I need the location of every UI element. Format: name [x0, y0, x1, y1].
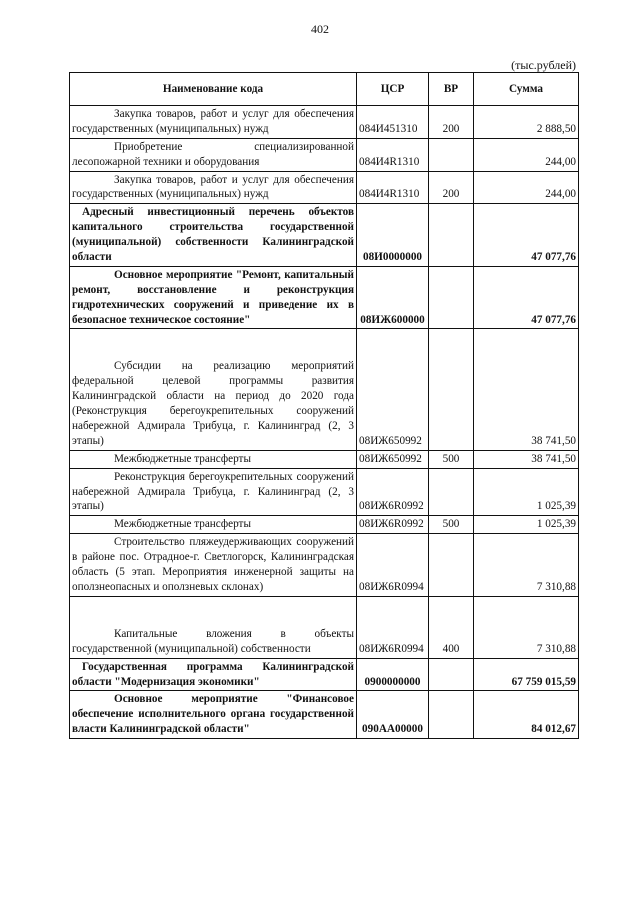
table-row	[70, 171, 579, 204]
row-sum: 38 741,50	[474, 450, 579, 468]
table-row	[70, 138, 579, 171]
row-vr	[429, 691, 474, 739]
row-vr	[429, 138, 474, 171]
row-csr: 084И451310	[357, 106, 429, 139]
table-row	[70, 468, 579, 516]
row-sum: 1 025,39	[474, 468, 579, 516]
table-row	[70, 106, 579, 139]
header-sum: Сумма	[474, 73, 579, 106]
row-name: Государственная программа Калининградской области "Модернизация экономики"	[70, 658, 357, 691]
row-vr	[429, 468, 474, 516]
row-csr: 090АА00000	[357, 691, 429, 739]
row-name: Межбюджетные трансферты	[70, 516, 357, 534]
table-row	[70, 516, 579, 534]
row-vr: 400	[429, 596, 474, 658]
row-name: Закупка товаров, работ и услуг для обеспечения государственных (муниципальных) нужд	[70, 171, 357, 204]
table-header-row	[70, 73, 579, 106]
budget-table	[69, 72, 579, 739]
row-name: Реконструкция берегоукрепительных сооружений набережной Адмирала Трибуца, г. Калининград (2, 3 этапы)	[70, 468, 357, 516]
row-csr: 08ИЖ650992	[357, 329, 429, 450]
row-vr	[429, 204, 474, 267]
row-name: Закупка товаров, работ и услуг для обеспечения государственных (муниципальных) нужд	[70, 106, 357, 139]
header-vr: ВР	[429, 73, 474, 106]
row-csr: 084И4R1310	[357, 138, 429, 171]
row-name: Строительство пляжеудерживающих сооружений в районе пос. Отрадное-г. Светлогорск, Калининградская область (5 этап. Мероприятия инженерной защиты на оползнеопасных и оползневых склонах)	[70, 534, 357, 597]
row-csr: 08ИЖ6R0994	[357, 534, 429, 597]
row-sum: 84 012,67	[474, 691, 579, 739]
row-name: Основное мероприятие "Ремонт, капитальный ремонт, восстановление и реконструкция гидротехнических сооружений и приведение их в безопасное техническое состояние"	[70, 266, 357, 329]
row-sum: 1 025,39	[474, 516, 579, 534]
row-csr: 08ИЖ6R0994	[357, 596, 429, 658]
row-vr	[429, 329, 474, 450]
row-csr: 08ИЖ6R0992	[357, 468, 429, 516]
row-name: Адресный инвестиционный перечень объектов капитального строительства государственной (муниципальной) собственности Калининградской области	[70, 204, 357, 267]
row-csr: 0900000000	[357, 658, 429, 691]
table-row	[70, 596, 579, 658]
table-row	[70, 450, 579, 468]
row-vr	[429, 534, 474, 597]
row-vr: 500	[429, 450, 474, 468]
table-row	[70, 658, 579, 691]
row-vr	[429, 658, 474, 691]
row-sum: 47 077,76	[474, 266, 579, 329]
row-vr: 500	[429, 516, 474, 534]
row-name: Капитальные вложения в объекты государственной (муниципальной) собственности	[70, 596, 357, 658]
row-vr: 200	[429, 106, 474, 139]
row-name: Межбюджетные трансферты	[70, 450, 357, 468]
row-name: Приобретение специализированной лесопожарной техники и оборудования	[70, 138, 357, 171]
row-csr: 08ИЖ600000	[357, 266, 429, 329]
row-sum: 67 759 015,59	[474, 658, 579, 691]
table-row	[70, 266, 579, 329]
table-row	[70, 204, 579, 267]
units-label: (тыс.рублей)	[511, 58, 576, 72]
row-name: Основное мероприятие "Финансовое обеспечение исполнительного органа государственной власти Калининградской области"	[70, 691, 357, 739]
header-name: Наименование кода	[70, 73, 357, 106]
row-csr: 08И0000000	[357, 204, 429, 267]
row-sum: 47 077,76	[474, 204, 579, 267]
row-vr	[429, 266, 474, 329]
row-csr: 08ИЖ650992	[357, 450, 429, 468]
row-sum: 7 310,88	[474, 596, 579, 658]
table-row	[70, 691, 579, 739]
header-csr: ЦСР	[357, 73, 429, 106]
row-csr: 084И4R1310	[357, 171, 429, 204]
row-sum: 2 888,50	[474, 106, 579, 139]
table-row	[70, 329, 579, 450]
table-row	[70, 534, 579, 597]
row-sum: 38 741,50	[474, 329, 579, 450]
row-csr: 08ИЖ6R0992	[357, 516, 429, 534]
row-vr: 200	[429, 171, 474, 204]
row-sum: 244,00	[474, 171, 579, 204]
row-sum: 244,00	[474, 138, 579, 171]
row-name: Субсидии на реализацию мероприятий федеральной целевой программы развития Калининградской области на период до 2020 года (Реконструкция берегоукрепительных сооружений набережной Адмирала Трибуца, г. Калининград (2, 3 этапы)	[70, 329, 357, 450]
page-number: 402	[311, 22, 329, 36]
row-sum: 7 310,88	[474, 534, 579, 597]
